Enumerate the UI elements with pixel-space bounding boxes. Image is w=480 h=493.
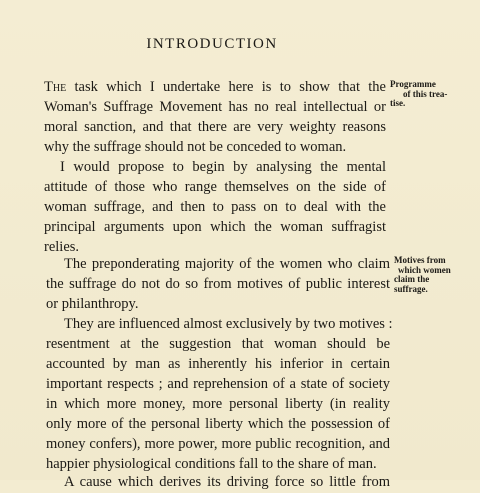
margin-note-line: Programme: [390, 79, 436, 89]
text-line: woman suffrage, and then to pass on to deal with the: [44, 199, 386, 215]
margin-note-motives: [394, 256, 451, 294]
text-line: principal arguments upon which the woman suffragist: [44, 219, 386, 235]
chapter-heading: INTRODUCTION: [146, 36, 278, 52]
text-line: relies.: [44, 239, 80, 255]
text-line: The preponderating majority of the women who claim: [64, 256, 390, 272]
margin-note-line: suffrage.: [394, 283, 428, 294]
line-rest: task which I undertake here is to show that the: [66, 79, 386, 95]
text-line: or philanthropy.: [46, 296, 139, 312]
text-line: They are influenced almost exclusively by two motives :: [64, 316, 393, 332]
margin-note-line: Motives from: [394, 255, 446, 265]
text-line: [44, 77, 386, 98]
text-line: A cause which derives its driving force so little from: [64, 474, 390, 490]
margin-note-line: tise.: [390, 98, 406, 108]
text-line: why the suffrage should not be conceded to woman.: [44, 139, 347, 155]
text-line: the suffrage do not do so from motives of public interest: [46, 276, 390, 292]
margin-note-line: which women: [398, 264, 451, 275]
text-line: happier physiological conditions fall to the share of man.: [46, 456, 377, 472]
text-line: accounted by man as inherently his inferior in certain: [46, 356, 390, 372]
text-line: moral sanction, and that there are very weighty reasons: [44, 119, 386, 135]
text-line: in which more money, more personal liberty (in reality: [46, 396, 390, 412]
drop-word: The: [44, 79, 67, 95]
text-line: money confers), more power, more public recognition, and: [46, 436, 390, 452]
margin-note-line: claim the: [394, 274, 430, 284]
text-line: important respects ; and reprehension of a state of society: [46, 376, 390, 392]
text-line: Woman's Suffrage Movement has no real intellectual or: [44, 99, 386, 115]
text-line: I would propose to begin by analysing the mental: [60, 159, 386, 175]
text-line: only more of the personal liberty which the possession of: [46, 416, 390, 432]
margin-note-programme: [390, 80, 447, 109]
text-line: attitude of those who range themselves on the side of: [44, 179, 386, 195]
text-line: resentment at the suggestion that woman should be: [46, 336, 390, 352]
margin-note-line: of this trea-: [403, 88, 448, 99]
